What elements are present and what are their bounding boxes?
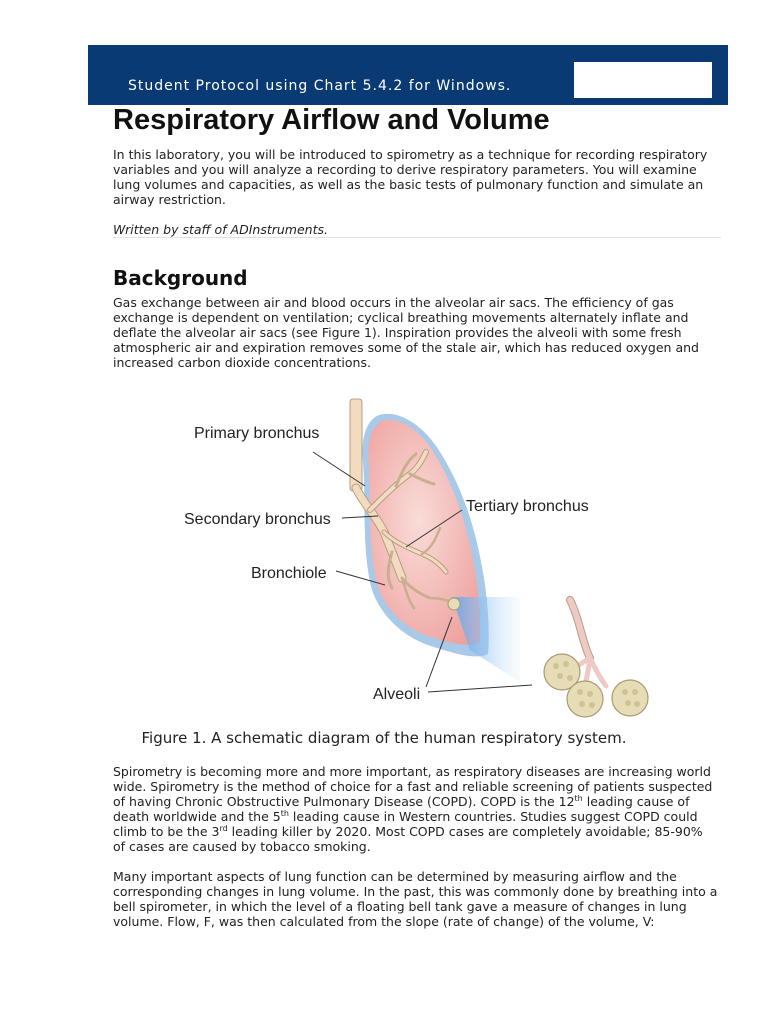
page-title: Respiratory Airflow and Volume — [113, 104, 550, 136]
spirometry-line: climb to be the 3rd leading killer by 2020. Most COPD cases are completely avoidable; 85-90% — [113, 823, 703, 839]
alveoli-cluster-small — [448, 598, 460, 610]
spirometry-line: of cases are caused by tobacco smoking. — [113, 839, 371, 854]
aspects-paragraph: Many important aspects of lung function can be determined by measuring airflow and the corresponding changes in lung volume. In the past, this was commonly done by breathing into a bell spirometer, in which the level of a floating bell tank gave a measure of changes in lung volume. Flow, F, was then calculated from the slope (rate of change) of the volume, V: — [113, 869, 718, 929]
background-heading: Background — [113, 266, 248, 290]
label-primary-bronchus: Primary bronchus — [194, 425, 320, 442]
spirometry-line: Spirometry is becoming more and more important, as respiratory diseases are increasing world — [113, 764, 711, 779]
respiratory-diagram — [170, 392, 690, 728]
figure-caption: Figure 1. A schematic diagram of the human respiratory system. — [141, 729, 627, 747]
spirometry-line: wide. Spirometry is the method of choice for a fast and reliable screening of patients suspected — [113, 779, 713, 794]
header-banner — [88, 45, 728, 105]
divider — [113, 237, 721, 238]
label-bronchiole: Bronchiole — [251, 565, 327, 582]
label-tertiary-bronchus: Tertiary bronchus — [466, 498, 589, 515]
banner-logo-box — [574, 62, 712, 98]
label-secondary-bronchus: Secondary bronchus — [184, 511, 331, 528]
label-alveoli: Alveoli — [373, 686, 421, 703]
respiratory-figure — [170, 392, 690, 728]
written-by: Written by staff of ADInstruments. — [113, 222, 328, 237]
zoomed-alveoli — [544, 600, 648, 717]
banner-text: Student Protocol using Chart 5.4.2 for Windows. — [128, 78, 512, 94]
intro-paragraph: In this laboratory, you will be introduced to spirometry as a technique for recording respiratory variables and you will analyze a recording to derive respiratory parameters. You will examine lung volumes and capacities, as well as the basic tests of pulmonary function and simulate an airway restriction. — [113, 147, 708, 207]
spirometry-line: death worldwide and the 5th leading cause in Western countries. Studies suggest COPD could — [113, 808, 698, 824]
spirometry-line: of having Chronic Obstructive Pulmonary Disease (COPD). COPD is the 12th leading cause of — [113, 793, 690, 809]
background-paragraph: Gas exchange between air and blood occurs in the alveolar air sacs. The efficiency of gas exchange is dependent on ventilation; cyclical breathing movements alternately inflate and deflate the alveolar air sacs (see Figure 1). Inspiration provides the alveoli with some fresh atmospheric air and expiration removes some of the stale air, which has reduced oxygen and increased carbon dioxide concentrations. — [113, 295, 699, 370]
spirometry-paragraph — [113, 764, 725, 854]
